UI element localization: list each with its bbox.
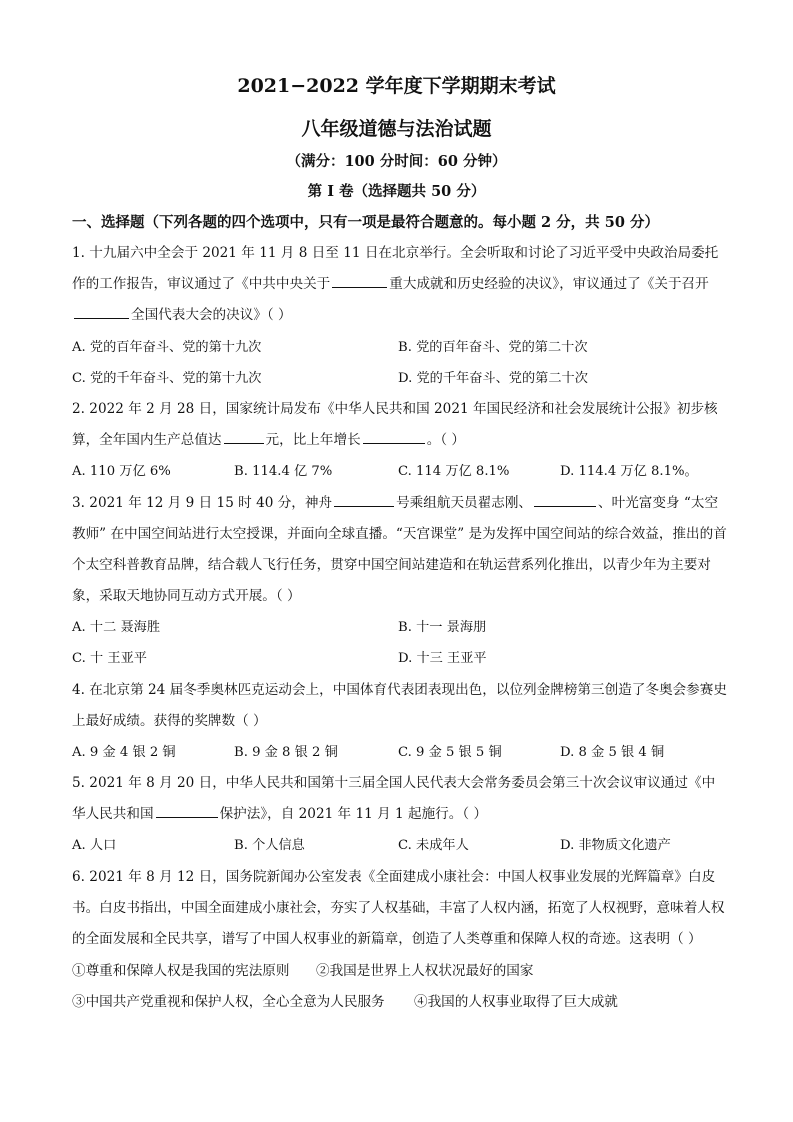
section-heading: 一、选择题（下列各题的四个选项中，只有一项是最符合题意的。每小题 2 分，共 50 分） — [72, 214, 659, 231]
question-1-text-c: 全国代表大会的决议》（ ） — [131, 307, 292, 323]
question-2-text-b: 元，比上年增长 — [265, 432, 361, 448]
question-6-statements-row-1 — [72, 956, 727, 987]
option-d: D. 114.4 万亿 8.1%。 — [560, 464, 698, 479]
option-b: B. 个人信息 — [234, 838, 305, 853]
option-c: C. 未成年人 — [398, 838, 469, 853]
volume-heading: 第 I 卷（选择题共 50 分） — [307, 183, 486, 200]
option-b: B. 9 金 8 银 2 铜 — [234, 745, 338, 760]
option-d: D. 非物质文化遗产 — [560, 838, 671, 853]
question-3-options-row-2 — [72, 643, 727, 674]
question-1-text-a: 1. 十九届六中全会于 2021 年 11 月 8 日至 11 日在北京举行。全会听取和讨论了习近平受中央政治局委托作的工作报告，审议通过了《中共中央关于 — [72, 245, 719, 292]
question-3-text-c: 、叶光富变身 “太空教师” 在中国空间站进行太空授课，并面向全球直播。“天宫课堂” 是为发挥中国空间站的综合效益，推出的首个太空科普教育品牌，结合载人飞行任务，贯穿中国空间站建造和在轨运营系列化推出，以青少年为主要对象，采取天地协同互动方式开展。（ ） — [72, 495, 727, 604]
option-c: C. 党的千年奋斗、党的第十九次 — [72, 371, 262, 386]
option-a: A. 人口 — [72, 838, 117, 853]
question-6-text: 6. 2021 年 8 月 12 日，国务院新闻办公室发表《全面建成小康社会：中国人权事业发展的光辉篇章》白皮书。白皮书指出，中国全面建成小康社会，夯实了人权基础，丰富了人权内涵，拓宽了人权视野，意味着人权的全面发展和全民共享，谱写了中国人权事业的新篇章，创造了人类尊重和保障人权的奇迹。这表明（ ） — [72, 869, 725, 947]
statement-4: ④我国的人权事业取得了巨大成就 — [414, 994, 618, 1010]
exam-meta: （满分：100 分时间：60 分钟） — [286, 153, 507, 170]
statement-3: ③中国共产党重视和保护人权，全心全意为人民服务 — [72, 994, 385, 1010]
question-6-statements-row-2 — [72, 987, 727, 1018]
option-b: B. 114.4 亿 7% — [234, 464, 333, 479]
question-4-options — [72, 737, 727, 768]
answer-blank — [334, 505, 394, 507]
question-1-text-b: 重大成就和历史经验的决议》，审议通过了《关于召开 — [389, 276, 709, 292]
question-2-text-c: 。（ ） — [426, 432, 465, 448]
option-a: A. 十二 聂海胜 — [72, 620, 161, 635]
answer-blank — [332, 286, 387, 288]
answer-blank — [224, 442, 264, 444]
exam-subtitle: 八年级道德与法治试题 — [301, 118, 492, 140]
question-3-options-row-1 — [72, 612, 727, 643]
question-2-options — [72, 456, 727, 487]
question-3-text-b: 号乘组航天员翟志刚、 — [396, 495, 533, 511]
option-d: D. 十三 王亚平 — [398, 651, 487, 666]
option-c: C. 十 王亚平 — [72, 651, 147, 666]
option-b: B. 十一 景海朋 — [398, 620, 487, 635]
option-a: A. 110 万亿 6% — [72, 464, 171, 479]
question-3 — [72, 488, 727, 612]
question-4 — [72, 675, 727, 737]
question-1-options-row-1 — [72, 332, 727, 363]
question-3-text-a: 3. 2021 年 12 月 9 日 15 时 40 分，神舟 — [72, 495, 333, 511]
question-4-text: 4. 在北京第 24 届冬季奥林匹克运动会上，中国体育代表团表现出色，以位列金牌榜第三创造了冬奥会参赛史上最好成绩。获得的奖牌数（ ） — [72, 682, 727, 729]
question-5 — [72, 768, 727, 830]
option-c: C. 9 金 5 银 5 铜 — [398, 745, 502, 760]
option-d: D. 党的千年奋斗、党的第二十次 — [398, 371, 588, 386]
answer-blank — [534, 505, 596, 507]
option-b: B. 党的百年奋斗、党的第二十次 — [398, 340, 588, 355]
answer-blank — [363, 442, 425, 444]
question-5-text-b: 保护法》，自 2021 年 11 月 1 起施行。（ ） — [219, 806, 488, 822]
option-a: A. 党的百年奋斗、党的第十九次 — [72, 340, 262, 355]
question-5-options — [72, 830, 727, 861]
question-2 — [72, 394, 727, 456]
question-1 — [72, 238, 727, 331]
statement-2: ②我国是世界上人权状况最好的国家 — [316, 963, 534, 979]
option-c: C. 114 万亿 8.1% — [398, 464, 510, 479]
statement-1: ①尊重和保障人权是我国的宪法原则 — [72, 963, 290, 979]
question-6 — [72, 862, 727, 955]
answer-blank — [156, 816, 218, 818]
question-2-text-a: 2. 2022 年 2 月 28 日，国家统计局发布《中华人民共和国 2021 年国民经济和社会发展统计公报》初步核算，全年国内生产总值达 — [72, 401, 718, 448]
question-1-options-row-2 — [72, 363, 727, 394]
option-d: D. 8 金 5 银 4 铜 — [560, 745, 665, 760]
option-a: A. 9 金 4 银 2 铜 — [72, 745, 176, 760]
answer-blank — [74, 317, 129, 319]
exam-title: 2021−2022 学年度下学期期末考试 — [237, 75, 556, 97]
question-5-text-a: 5. 2021 年 8 月 20 日，中华人民共和国第十三届全国人民代表大会常务委员会第三十次会议审议通过《中华人民共和国 — [72, 775, 716, 822]
